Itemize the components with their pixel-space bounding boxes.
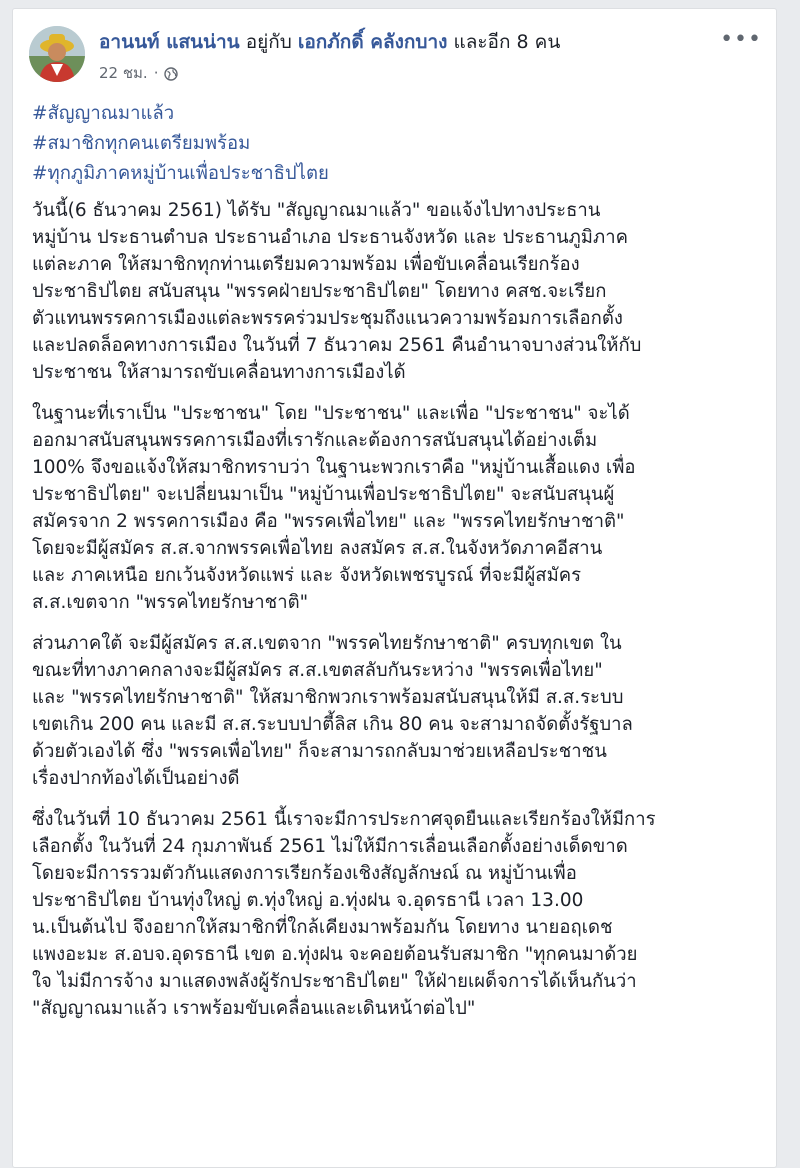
hashtag-link[interactable]: #ทุกภูมิภาคหมู่บ้านเพื่อประชาธิปไตย: [32, 163, 329, 184]
post-paragraph: วันนี้(6 ธันวาคม 2561) ได้รับ "สัญญาณมาแล้ว" ขอแจ้งไปทางประธาน หมู่บ้าน ประธานตำบล ประธานอำเภอ ประธานจังหวัด และ ประธานภูมิภาค แต่ละภาค ให้สมาชิกทุกท่านเตรียมความพร้อม เพื่อขับเคลื่อนเรียกร้อง ประชาธิปไตย สนับสนุน "พรรคฝ่ายประชาธิปไตย" โดยทาง คสช.จะเรียก ตัวแทนพรรคการเมืองแต่ละพรรคร่วมประชุมถึงแนวความพร้อมการเลือกตั้ง และปลดล็อคทางการเมือง ในวันที่ 7 ธันวาคม 2561 คืนอำนาจบางส่วนให้กับ ประชาชน ให้สามารถขับเคลื่อนทางการเมืองได้: [32, 200, 642, 383]
post-header: [99, 29, 560, 55]
tagged-person-link[interactable]: เอกภักดิ์ คลังกบาง: [297, 31, 448, 53]
globe-icon[interactable]: [164, 66, 178, 80]
post-timestamp[interactable]: 22 ชม.: [99, 64, 148, 82]
post-card: [12, 8, 777, 1168]
avatar[interactable]: [29, 26, 85, 82]
post-paragraph: ในฐานะที่เราเป็น "ประชาชน" โดย "ประชาชน" และเพื่อ "ประชาชน" จะได้ ออกมาสนับสนุนพรรคการเมืองที่เรารักและต้องการสนับสนุนได้อย่างเต็ม 100% จึงขอแจ้งให้สมาชิกทราบว่า ในฐานะพวกเราคือ "หมู่บ้านเสื้อแดง เพื่อ ประชาธิปไตย" จะเปลี่ยนมาเป็น "หมู่บ้านเพื่อประชาธิปไตย" จะสนับสนุนผู้ สมัครจาก 2 พรรคการเมือง คือ "พรรคเพื่อไทย" และ "พรรคไทยรักษาชาติ" โดยจะมีผู้สมัคร ส.ส.จากพรรคเพื่อไทย ลงสมัคร ส.ส.ในจังหวัดภาคอีสาน และ ภาคเหนือ ยกเว้นจังหวัดแพร่ และ จังหวัดเพชรบูรณ์ ที่จะมีผู้สมัคร ส.ส.เขตจาก "พรรคไทยรักษาชาติ": [32, 403, 636, 613]
and-others-link[interactable]: และอีก 8 คน: [447, 31, 561, 53]
with-text: อยู่กับ: [239, 31, 298, 53]
meta-separator: ·: [153, 64, 159, 82]
post-meta: [99, 63, 178, 83]
more-options-icon[interactable]: •••: [720, 27, 762, 52]
hashtag-link[interactable]: #สมาชิกทุกคนเตรียมพร้อม: [32, 133, 251, 154]
hashtag-link[interactable]: #สัญญาณมาแล้ว: [32, 103, 175, 124]
author-name-link[interactable]: อานนท์ แสนน่าน: [99, 31, 240, 53]
post-paragraph: ส่วนภาคใต้ จะมีผู้สมัคร ส.ส.เขตจาก "พรรคไทยรักษาชาติ" ครบทุกเขต ใน ขณะที่ทางภาคกลางจะมีผู้สมัคร ส.ส.เขตสลับกันระหว่าง "พรรคเพื่อไทย" และ "พรรคไทยรักษาชาติ" ให้สมาชิกพวกเราพร้อมสนับสนุนให้มี ส.ส.ระบบ เขตเกิน 200 คน และมี ส.ส.ระบบปาตี้ลิส เกิน 80 คน จะสามาถจัดตั้งรัฐบาล ด้วยตัวเองได้ ซึ่ง "พรรคเพื่อไทย" ก็จะสามารถกลับมาช่วยเหลือประชาชน เรื่องปากท้องได้เป็นอย่างดี: [32, 633, 633, 789]
post-body: [32, 99, 767, 1022]
hashtag-list: [32, 99, 767, 189]
post-paragraph: ซึ่งในวันที่ 10 ธันวาคม 2561 นี้เราจะมีการประกาศจุดยืนและเรียกร้องให้มีการ เลือกตั้ง ในวันที่ 24 กุมภาพันธ์ 2561 ไม่ให้มีการเลื่อนเลือกตั้งอย่างเด็ดขาด โดยจะมีการรวมตัวกันแสดงการเรียกร้องเชิงสัญลักษณ์ ณ หมู่บ้านเพื่อ ประชาธิปไตย บ้านทุ่งใหญ่ ต.ทุ่งใหญ่ อ.ทุ่งฝน จ.อุดรธานี เวลา 13.00 น.เป็นต้นไป จึงอยากให้สมาชิกที่ใกล้เคียงมาพร้อมกัน โดยทาง นายอฤเดช แพงอะมะ ส.อบจ.อุดรธานี เขต อ.ทุ่งฝน จะคอยต้อนรับสมาชิก "ทุกคนมาด้วย ใจ ไม่มีการจ้าง มาแสดงพลังผู้รักประชาธิปไตย" ให้ฝ่ายเผด็จการได้เห็นกันว่า "สัญญาณมาแล้ว เราพร้อมขับเคลื่อนและเดินหน้าต่อไป": [32, 809, 656, 1019]
